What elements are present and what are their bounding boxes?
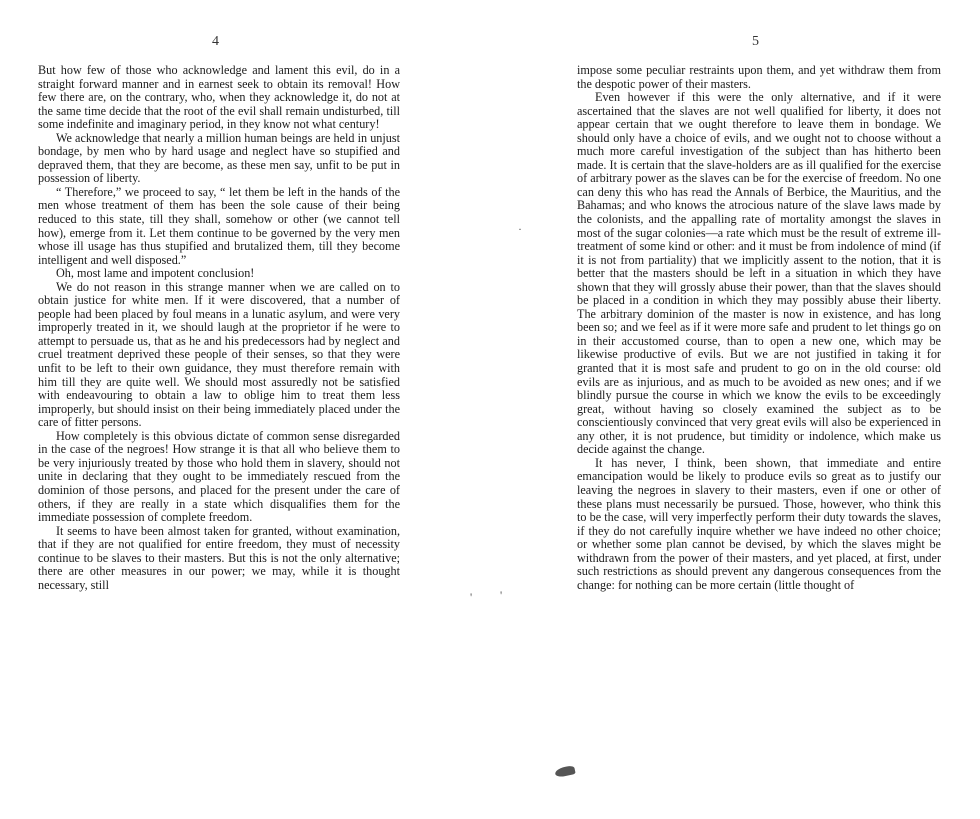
paragraph: Even however if this were the only alternative, and if it were ascertained that the slaves are not well qualified for liberty, it does not appear certain that we ought therefore to leave them in bondage. We should only have a choice of evils, and we ought not to choose without a much more careful investigation of the subject than has hitherto been made. It is certain that the slave-holders are as ill qualified for the exercise of arbitrary power as the slaves can be for the exercise of freedom. No one can deny this who has read the Annals of Berbice, the Mauritius, and the Bahamas; and who knows the atrocious nature of the slave laws made by the colonists, and the appalling rate of mortality amongst the slaves in most of the sugar colonies—a rate which must be the result of extreme ill-treatment of some kind or other: and it must be from indolence of mind (if it is not from partiality) that we implicitly assent to the notion, that it is better that the masters should be left in a situation in which they have shown that they will grossly abuse their power, than that the slaves should be placed in a condition in which they may possibly abuse their liberty. The arbitrary dominion of the master is now in existence, and has long been so; and we feel as if it were more safe and prudent to let things go on in their accustomed course, than to open a new one, which may be likewise productive of evils. But we are not justified in taking it for granted that it is most safe and prudent to go on in the old course: old evils are as injurious, and as much to be avoided as new ones; and if we blindly pursue the course in which we know the evils to be exceedingly great, without having so closely examined the subject as to be conscientiously convinced that very great evils will also be experienced in any other, it is not prudence, but timidity or indolence, which make us decide against the change. bbox=[577, 90, 941, 457]
scan-speck: ' bbox=[500, 588, 503, 602]
scan-speck: ' bbox=[470, 590, 473, 604]
page-number-left: 4 bbox=[212, 34, 219, 49]
page-number-right: 5 bbox=[752, 34, 759, 49]
left-page-text bbox=[38, 64, 400, 592]
paragraph: We do not reason in this strange manner when we are called on to obtain justice for white men. If it were discovered, that a number of people had been placed by foul means in a lunatic asylum, and were very improperly treated in it, we should laugh at the proprietor if he were to attempt to persuade us, that as he and his predecessors had by neglect and cruel treatment deprived these people of their senses, so that they were unfit to be left to their own guidance, they must therefore remain with him till they are quite well. We should most assuredly not be satisfied with endeavouring to obtain a law to oblige him to treat them less improperly, but should insist on their being immediately placed under the care of fitter persons. bbox=[38, 279, 400, 430]
paragraph: It has never, I think, been shown, that immediate and entire emancipation would be likely to produce evils so great as to justify our leaving the negroes in slavery to their masters, even if one or other of these plans must necessarily be pursued. Those, however, who think this to be the case, will very imperfectly perform their duty towards the slaves, if they do not carefully inquire whether we have indeed no other choice; or whether some plan cannot be devised, by which the slaves might be withdrawn from the power of their masters, and yet placed, at first, under such restrictions as should prevent any dangerous consequences from the change: for nothing can be more certain (little thought of bbox=[577, 455, 941, 592]
paragraph: But how few of those who acknowledge and lament this evil, do in a straight forward manner and in earnest seek to obtain its removal! How few there are, on the contrary, who, when they acknowledge it, do not at the same time decide that the root of the evil shall remain undisturbed, till some indefinite and imaginary period, in they know not what century! bbox=[38, 63, 400, 132]
scan-speck: · bbox=[518, 222, 522, 236]
paragraph: impose some peculiar restraints upon them, and yet withdraw them from the despotic power of their masters. bbox=[577, 63, 941, 91]
paragraph: How completely is this obvious dictate of common sense disregarded in the case of the negroes! How strange it is that all who believe them to be very injuriously treated by those who hold them in slavery, should not unite in declaring that they ought to be immediately rescued from the dominion of those persons, and placed for the present under the care of others, if they are really in a state which disqualifies them for the immediate possession of complete freedom. bbox=[38, 428, 400, 525]
paragraph: It seems to have been almost taken for granted, without examination, that if they are not qualified for entire freedom, they must of necessity continue to be slaves to their masters. But this is not the only alternative; there are other measures in our power; we may, while it is thought necessary, still bbox=[38, 523, 400, 592]
ink-blot bbox=[554, 765, 575, 778]
paragraph: We acknowledge that nearly a million human beings are held in unjust bondage, by men who by hard usage and neglect have so stupified and depraved them, that they are become, as these men say, unfit to be put in possession of liberty. bbox=[38, 130, 400, 186]
paragraph: Oh, most lame and impotent conclusion! bbox=[56, 266, 255, 281]
right-page-text bbox=[577, 64, 941, 592]
paragraph: “ Therefore,” we proceed to say, “ let them be left in the hands of the men whose treatment of them has been the sole cause of their being reduced to this state, till they shall, somehow or other (we cannot tell how), emerge from it. Let them continue to be governed by the very men whose ill usage has thus stupified and brutalized them, till they become intelligent and well disposed.” bbox=[38, 184, 400, 267]
